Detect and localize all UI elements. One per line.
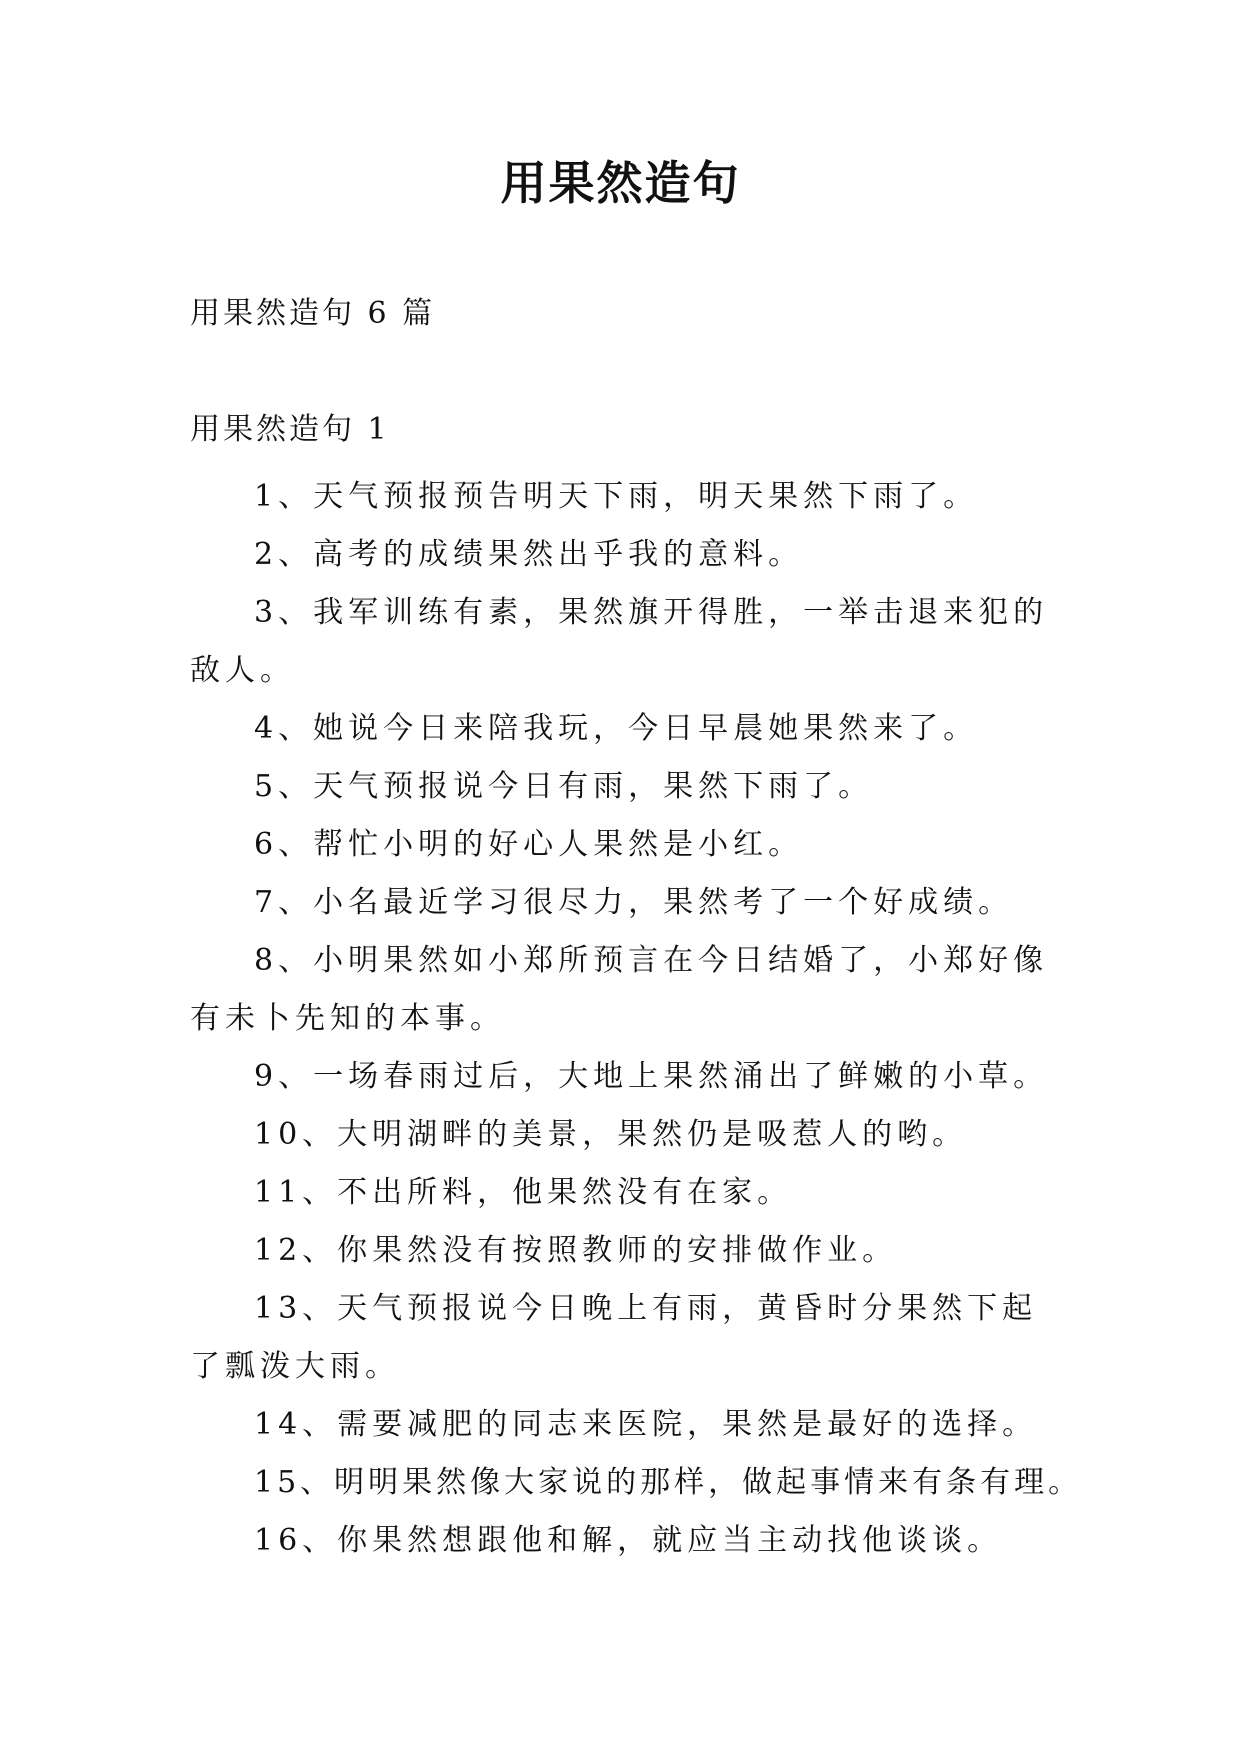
sentence-item: 13、天气预报说今日晚上有雨，黄昏时分果然下起了瓢泼大雨。: [190, 1291, 1038, 1384]
sentence-item: 8、小明果然如小郑所预言在今日结婚了，小郑好像有未卜先知的本事。: [190, 943, 1049, 1036]
sentence-item: 16、你果然想跟他和解，就应当主动找他谈谈。: [254, 1523, 1003, 1558]
sentence-item: 15、明明果然像大家说的那样，做起事情来有条有理。: [254, 1465, 1083, 1500]
document-title: 用果然造句: [500, 156, 741, 210]
sentence-item: 6、帮忙小明的好心人果然是小红。: [254, 827, 804, 862]
section-heading: 用果然造句 1: [190, 412, 390, 447]
sentence-item: 10、大明湖畔的美景，果然仍是吸惹人的哟。: [254, 1117, 968, 1152]
sentence-item: 11、不出所料，他果然没有在家。: [254, 1175, 793, 1210]
sentence-item: 2、高考的成绩果然出乎我的意料。: [254, 537, 804, 572]
sentence-item: 14、需要减肥的同志来医院，果然是最好的选择。: [254, 1407, 1038, 1442]
sentence-item: 1、天气预报预告明天下雨，明天果然下雨了。: [254, 479, 979, 514]
sentence-list: [190, 468, 1083, 1570]
sentence-item: 3、我军训练有素，果然旗开得胜，一举击退来犯的敌人。: [190, 595, 1049, 688]
sentence-item: 12、你果然没有按照教师的安排做作业。: [254, 1233, 898, 1268]
document-subtitle: 用果然造句 6 篇: [190, 296, 436, 331]
sentence-item: 5、天气预报说今日有雨，果然下雨了。: [254, 769, 874, 804]
sentence-item: 7、小名最近学习很尽力，果然考了一个好成绩。: [254, 885, 1014, 920]
sentence-item: 9、一场春雨过后，大地上果然涌出了鲜嫩的小草。: [254, 1059, 1049, 1094]
sentence-item: 4、她说今日来陪我玩，今日早晨她果然来了。: [254, 711, 979, 746]
